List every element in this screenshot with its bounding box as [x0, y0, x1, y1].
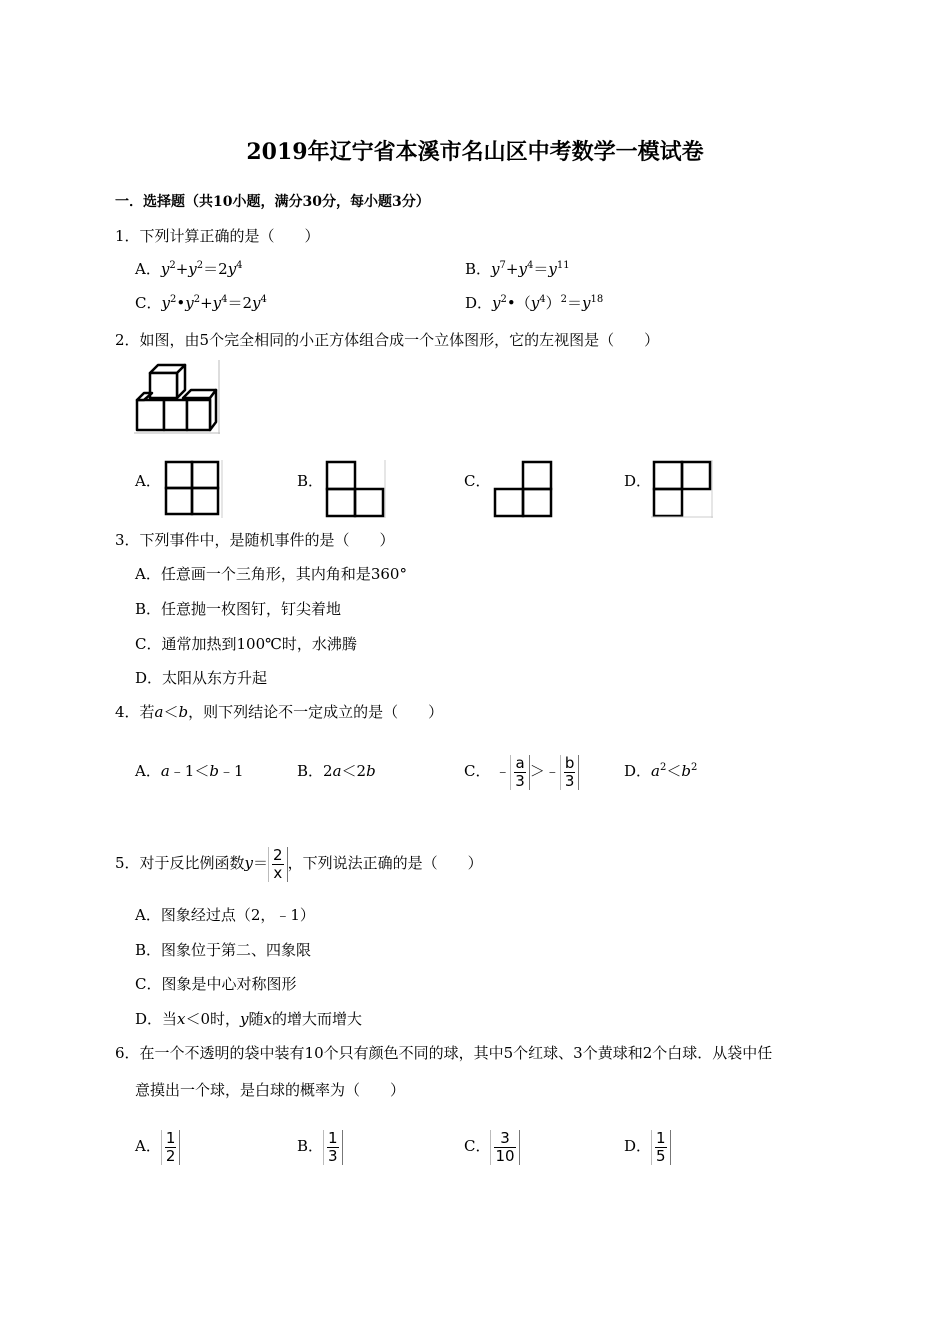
question-6-option-c: C． $\frac{3}{10}$: [464, 1125, 520, 1167]
question-3-option-c: C．通常加热到100℃时，水沸腾: [135, 635, 357, 653]
question-3-option-b: B．任意抛一枚图钉，钉尖着地: [135, 600, 342, 618]
option-a-view: [163, 460, 223, 518]
option-b-view: [324, 460, 386, 518]
question-1-option-b: B．$y^7+y^4=y^{11}$: [465, 260, 570, 278]
option-d-view: [651, 460, 713, 518]
question-2-stem: 2．如图，由5个完全相同的小正方体组合成一个立体图形，它的左视图是（ ）: [115, 331, 660, 349]
fraction-1-over-2: $\frac{1}{2}$: [161, 1130, 181, 1165]
question-1-stem: 1．下列计算正确的是（ ）: [115, 227, 320, 245]
question-6-option-b: B． $\frac{1}{3}$: [297, 1125, 343, 1167]
question-5-option-c: C．图象是中心对称图形: [135, 975, 297, 993]
question-6-stem-line1: 6．在一个不透明的袋中装有10个只有颜色不同的球，其中5个红球、3个黄球和2个白球．从袋中任: [115, 1044, 773, 1062]
fraction-3-over-10: $\frac{3}{10}$: [490, 1130, 519, 1165]
question-3-option-a: A．任意画一个三角形，其内角和是360°: [135, 565, 407, 583]
question-4-option-a: A．a﹣1＜b﹣1: [135, 762, 244, 780]
question-4-option-d: D．$a^2<b^2$: [624, 762, 698, 780]
question-2-label-d: D．: [624, 472, 652, 490]
question-6-stem-line2: 意摸出一个球，是白球的概率为（ ）: [135, 1081, 406, 1099]
fraction-2-over-x: $\frac{2}{x}$: [268, 847, 288, 882]
question-1-option-a: A．$y^2+y^2=2y^4$: [135, 260, 243, 278]
option-c-view: [492, 460, 554, 518]
question-4-stem: 4．若a＜b，则下列结论不一定成立的是（ ）: [115, 703, 444, 721]
question-4-option-c: C． ﹣ $\frac{a}{3}$ ＞﹣ $\frac{b}{3}$: [464, 750, 579, 792]
question-3-stem: 3．下列事件中，是随机事件的是（ ）: [115, 531, 395, 549]
fraction-b-over-3: $\frac{b}{3}$: [560, 755, 580, 790]
fraction-1-over-3: $\frac{1}{3}$: [323, 1130, 343, 1165]
cube-stack-figure: [134, 360, 220, 434]
question-1-option-d: D．$y^2•(y^4)^2=y^{18}$: [465, 294, 604, 312]
question-2-label-a: A．: [135, 472, 161, 490]
question-5-option-b: B．图象位于第二、四象限: [135, 941, 312, 959]
question-5-stem: 5．对于反比例函数y＝ $\frac{2}{x}$ ，下列说法正确的是（ ）: [115, 845, 483, 882]
question-3-option-d: D．太阳从东方升起: [135, 669, 268, 687]
fraction-a-over-3: $\frac{a}{3}$: [510, 755, 530, 790]
question-5-option-d: D．当x＜0时，y随x的增大而增大: [135, 1010, 363, 1028]
fraction-1-over-5: $\frac{1}{5}$: [651, 1130, 671, 1165]
question-4-option-b: B．2a＜2b: [297, 762, 376, 780]
question-6-option-a: A． $\frac{1}{2}$: [135, 1125, 180, 1167]
section-heading: 一．选择题（共10小题，满分30分，每小题3分）: [115, 194, 430, 210]
question-2-label-c: C．: [464, 472, 491, 490]
question-5-option-a: A．图象经过点（2，﹣1）: [135, 906, 315, 924]
page-title: 2019年辽宁省本溪市名山区中考数学一模试卷: [246, 139, 704, 165]
question-1-option-c: C．$y^2•y^2+y^4=2y^4$: [135, 294, 267, 312]
question-2-label-b: B．: [297, 472, 324, 490]
question-6-option-d: D． $\frac{1}{5}$: [624, 1125, 671, 1167]
